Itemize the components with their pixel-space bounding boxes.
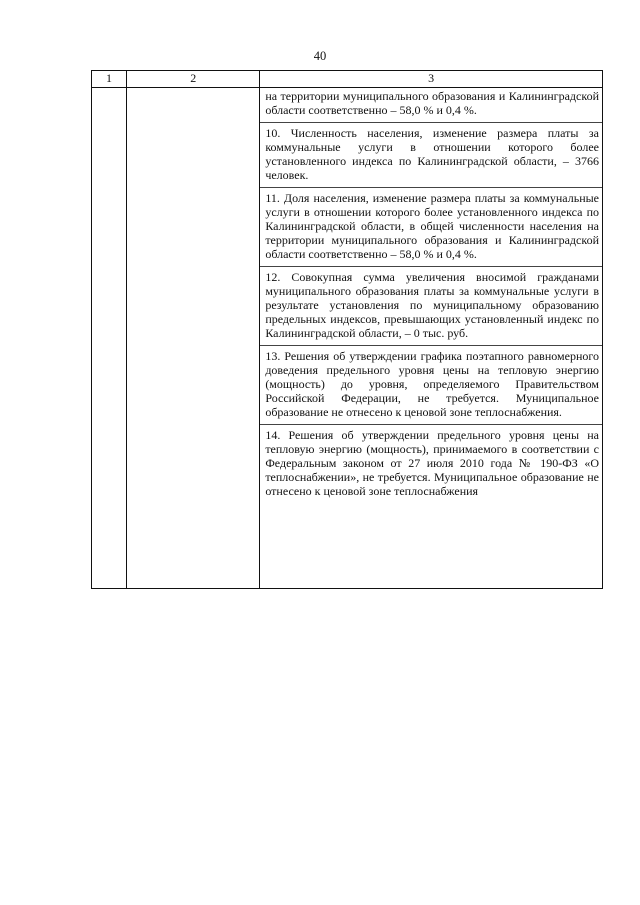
column-header-2: 2 xyxy=(127,71,260,88)
column-1-cell xyxy=(92,88,127,589)
paragraph-item-12: 12. Совокупная сумма увеличения вносимой гражданами муниципального образования платы за коммунальные услуги в результате установления по муниципальному образованию предельных индексов, превышающих установленный индекс по Калининградской области, – 0 тыс. руб. xyxy=(265,270,599,340)
document-table xyxy=(91,70,603,589)
column-3-cell xyxy=(260,88,603,589)
table-row xyxy=(92,88,603,589)
paragraph-item-10: 10. Численность населения, изменение размера платы за коммунальные услуги в отношении которого более установленного индекса по Калининградской области, – 3766 человек. xyxy=(265,126,599,182)
paragraph-continuation: на территории муниципального образования и Калининградской области соответственно – 58,0 % и 0,4 %. xyxy=(265,89,599,117)
paragraph-item-11: 11. Доля населения, изменение размера платы за коммунальные услуги в отношении которого более установленного индекса по Калининградской области, в общей численности населения на территории муниципального образования и Калининградской области соответственно – 58,0 % и 0,4 %. xyxy=(265,191,599,261)
paragraph-item-13: 13. Решения об утверждении графика поэтапного равномерного доведения предельного уровня цены на тепловую энергию (мощность) до уровня, определяемого Правительством Российской Федерации, не требуется. Муниципальное образование не отнесено к ценовой зоне теплоснабжения. xyxy=(265,349,599,419)
table-header-row xyxy=(92,71,603,88)
page-number: 40 xyxy=(313,49,327,63)
column-header-1: 1 xyxy=(92,71,127,88)
column-2-cell xyxy=(127,88,260,589)
paragraph-item-14: 14. Решения об утверждении предельного уровня цены на тепловую энергию (мощность), принимаемого в соответствии с Федеральным законом от 27 июля 2010 года № 190-ФЗ «О теплоснабжении», не требуется. Муниципальное образование не отнесено к ценовой зоне теплоснабжения xyxy=(265,428,599,498)
column-header-3: 3 xyxy=(260,71,603,88)
